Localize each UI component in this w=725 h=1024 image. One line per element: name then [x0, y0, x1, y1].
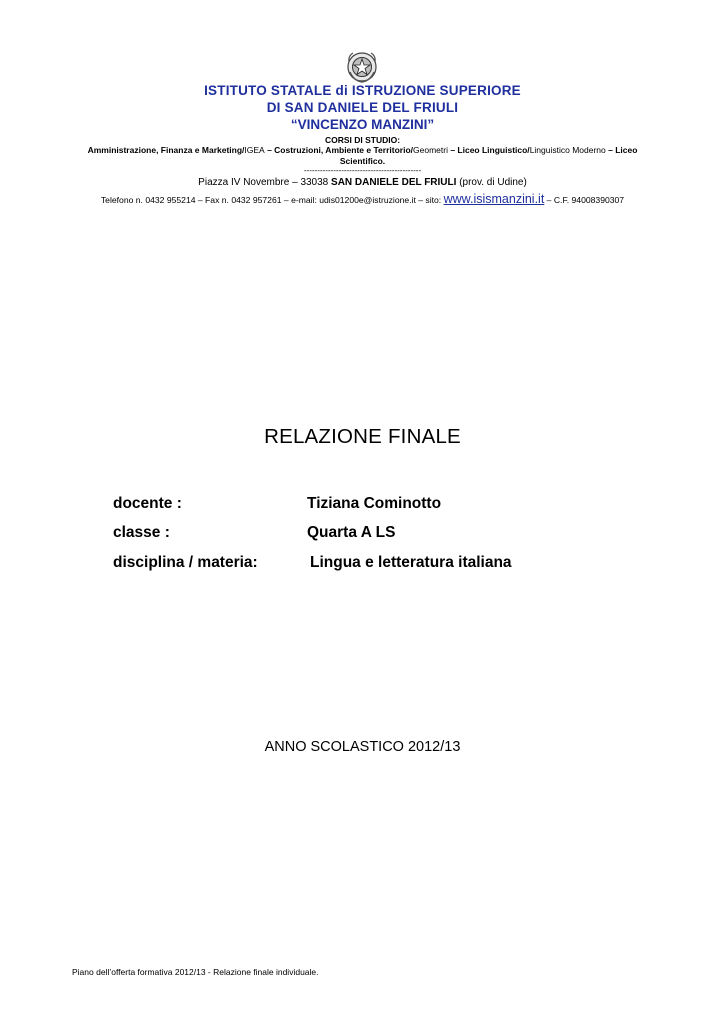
field-value: Lingua e letteratura italiana [310, 554, 512, 571]
field-value: Quarta A LS [307, 524, 396, 541]
tax-code: – C.F. 94008390307 [544, 195, 625, 205]
contacts [80, 193, 645, 206]
course-part: – Liceo Linguistico/ [447, 145, 530, 155]
italian-republic-emblem-icon [346, 50, 378, 84]
institute-name-line-3: “VINCENZO MANZINI” [290, 117, 435, 132]
document-title: RELAZIONE FINALE [264, 425, 461, 448]
course-part: Geometri [413, 145, 448, 155]
institute-name-line-1: ISTITUTO STATALE di ISTRUZIONE SUPERIORE [204, 83, 521, 98]
address-street: Piazza IV Novembre – 33038 [198, 177, 332, 188]
courses-list [70, 145, 655, 167]
institute-name-line-2: DI SAN DANIELE DEL FRIULI [266, 100, 459, 115]
course-part: Amministrazione, Finanza e Marketing/ [87, 145, 245, 155]
field-label: disciplina / materia: [113, 554, 258, 571]
course-part: – Costruzioni, Ambiente e Territorio/ [264, 145, 413, 155]
field-label: classe : [113, 524, 170, 541]
website-link[interactable]: www.isismanzini.it [443, 192, 545, 206]
separator-line: -------------------------------------------- [303, 166, 422, 175]
address-town: SAN DANIELE DEL FRIULI [331, 177, 457, 188]
address-province: (prov. di Udine) [456, 177, 527, 188]
school-year: ANNO SCOLASTICO 2012/13 [264, 739, 461, 755]
field-value: Tiziana Cominotto [307, 495, 442, 512]
course-part: – Liceo Scientifico. [339, 145, 638, 166]
course-part: IGEA [244, 145, 265, 155]
page-footer: Piano dell’offerta formativa 2012/13 - Relazione finale individuale. [72, 967, 319, 977]
field-label: docente : [113, 495, 182, 512]
contact-details: Telefono n. 0432 955214 – Fax n. 0432 957261 – e-mail: udis01200e@istruzione.it – sito: [100, 195, 444, 205]
address [0, 177, 725, 188]
courses-heading: CORSI DI STUDIO: [324, 135, 401, 145]
course-part: Linguistico Moderno [529, 145, 606, 155]
